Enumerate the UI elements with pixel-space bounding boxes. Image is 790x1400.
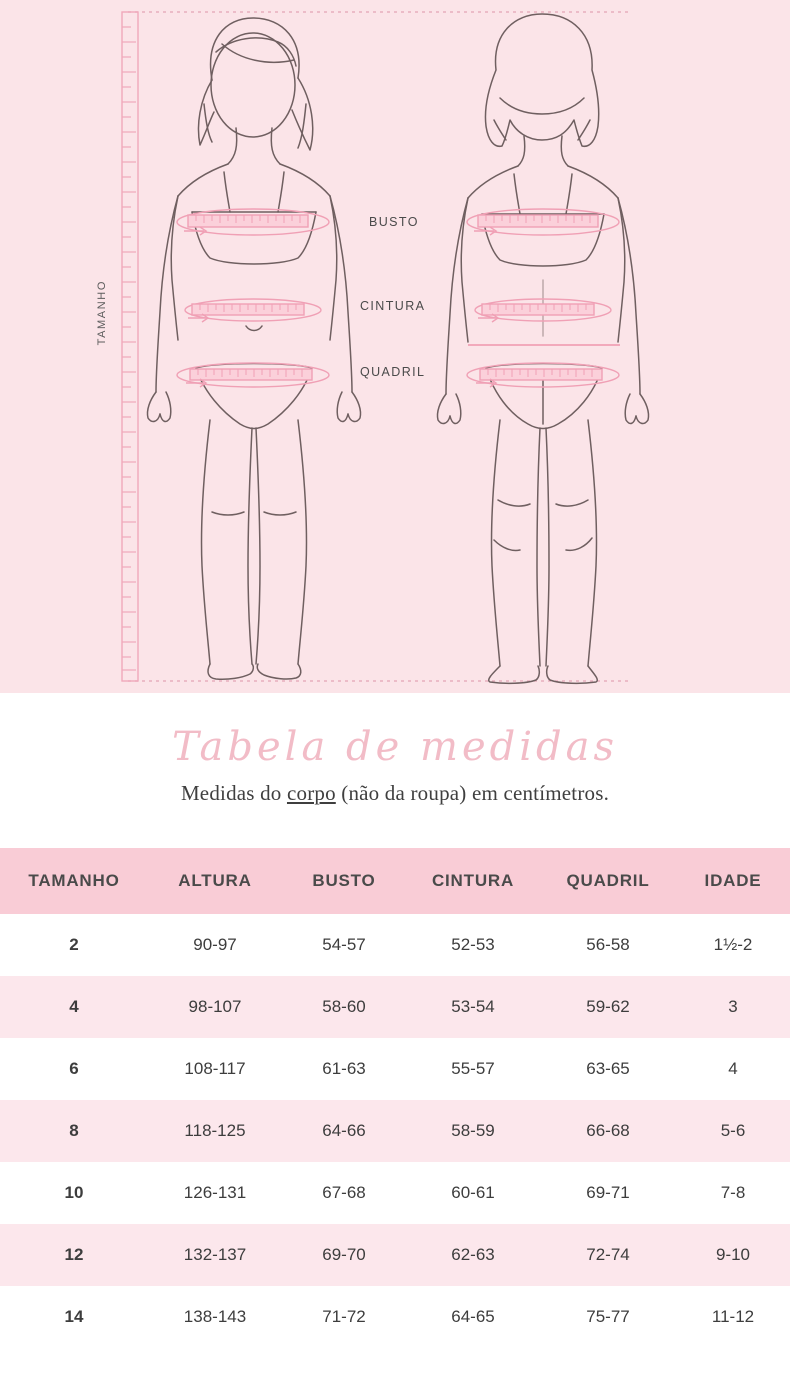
cell-cintura: 53-54 [451,997,495,1016]
cell-busto: 61-63 [322,1059,366,1078]
body-measurement-illustration [0,0,790,693]
label-busto: BUSTO [369,215,419,229]
cell-altura: 90-97 [193,935,237,954]
front-girl-figure [147,18,360,679]
table-row [0,976,790,1038]
label-quadril: QUADRIL [360,365,426,379]
title-block [0,693,790,848]
cell-tamanho: 10 [64,1183,84,1202]
size-measurements-table [0,848,790,1348]
cell-busto: 67-68 [322,1183,366,1202]
page-subtitle [0,781,790,806]
cell-busto: 54-57 [322,935,366,954]
cell-altura: 98-107 [188,997,242,1016]
cell-tamanho: 8 [69,1121,79,1140]
cell-busto: 69-70 [322,1245,366,1264]
cell-tamanho: 6 [69,1059,79,1078]
cell-cintura: 64-65 [451,1307,495,1326]
column-header-quadril: QUADRIL [540,848,676,914]
cell-quadril: 75-77 [586,1307,630,1326]
cell-idade: 3 [728,997,738,1016]
cell-idade: 5-6 [720,1121,746,1140]
vertical-ruler-icon [122,12,138,681]
table-row [0,1224,790,1286]
front-waist-tape-icon [185,299,321,322]
front-bust-tape-icon [177,209,329,235]
cell-quadril: 56-58 [586,935,630,954]
cell-cintura: 58-59 [451,1121,495,1140]
cell-altura: 132-137 [183,1245,247,1264]
cell-cintura: 60-61 [451,1183,495,1202]
table-row [0,914,790,976]
ruler-axis-label: TAMANHO [96,280,108,346]
cell-cintura: 52-53 [451,935,495,954]
cell-busto: 71-72 [322,1307,366,1326]
table-row [0,1286,790,1348]
cell-tamanho: 2 [69,935,79,954]
cell-altura: 138-143 [183,1307,247,1326]
column-header-busto: BUSTO [282,848,406,914]
cell-idade: 1½-2 [713,935,753,954]
cell-quadril: 69-71 [586,1183,630,1202]
column-header-tamanho: TAMANHO [0,848,148,914]
back-bust-tape-icon [467,209,619,235]
column-header-cintura: CINTURA [406,848,540,914]
cell-altura: 108-117 [184,1059,246,1078]
label-cintura: CINTURA [360,299,426,313]
cell-busto: 64-66 [322,1121,366,1140]
column-header-idade: IDADE [676,848,790,914]
cell-idade: 9-10 [715,1245,751,1264]
cell-quadril: 63-65 [586,1059,630,1078]
cell-tamanho: 12 [64,1245,84,1264]
page-title: Tabela de medidas [171,724,619,770]
cell-idade: 11-12 [711,1307,755,1326]
cell-cintura: 55-57 [451,1059,495,1078]
cell-busto: 58-60 [322,997,366,1016]
subtitle-part-2: (não da roupa) em centímetros. [335,781,610,805]
cell-idade: 4 [728,1059,738,1078]
subtitle-emphasis: corpo [286,781,336,805]
cell-tamanho: 4 [69,997,79,1016]
table-header-row [0,848,790,914]
cell-altura: 126-131 [183,1183,247,1202]
cell-tamanho: 14 [64,1307,84,1326]
cell-altura: 118-125 [184,1121,246,1140]
back-girl-figure [437,14,648,683]
cell-quadril: 66-68 [586,1121,630,1140]
cell-idade: 7-8 [720,1183,746,1202]
column-header-altura: ALTURA [148,848,282,914]
cell-quadril: 59-62 [586,997,630,1016]
table-row [0,1162,790,1224]
cell-cintura: 62-63 [451,1245,495,1264]
cell-quadril: 72-74 [586,1245,630,1264]
table-row [0,1100,790,1162]
subtitle-part-1: Medidas do [180,781,287,805]
illustration-panel [0,0,790,693]
front-hip-tape-icon [177,363,329,387]
table-row [0,1038,790,1100]
